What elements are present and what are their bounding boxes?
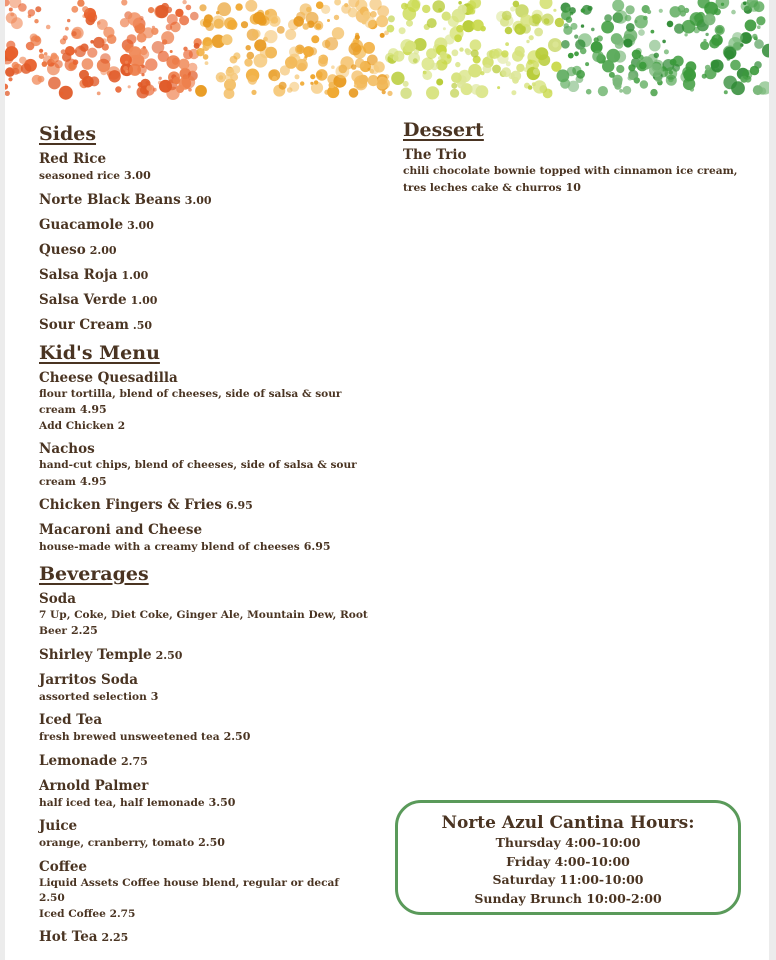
item-addon: Iced Coffee 2.75 [39, 907, 136, 920]
item-name: Red Rice [39, 151, 107, 167]
item-description: Liquid Assets Coffee house blend, regular or decaf 2.50 [39, 876, 339, 904]
menu-item [39, 646, 384, 665]
section-title-beverages: Beverages [39, 562, 149, 585]
menu-item [403, 146, 743, 196]
item-price: 2.50 [39, 892, 65, 904]
polka-dot-banner [5, 0, 769, 100]
menu-item [39, 150, 384, 185]
section-title-sides: Sides [39, 123, 97, 145]
menu-item [39, 316, 384, 335]
item-price: 4.95 [79, 403, 107, 416]
item-name: Guacamole 3.00 [39, 216, 154, 233]
menu-item [39, 241, 384, 260]
section-title-kids-menu: Kid's Menu [39, 341, 160, 364]
menu-item [39, 590, 384, 640]
item-name: Chicken Fingers & Fries 6.95 [39, 497, 253, 513]
menu-item [39, 711, 384, 746]
item-price: 6.95 [226, 499, 253, 512]
item-price: 3 [150, 689, 159, 703]
item-name: Juice [39, 818, 78, 834]
item-price: 2.50 [155, 648, 183, 662]
item-name: Macaroni and Cheese [39, 522, 203, 538]
item-description: 7 Up, Coke, Diet Coke, Ginger Ale, Mountain Dew, Root Beer 2.25 [39, 608, 368, 637]
item-name: Arnold Palmer [39, 777, 149, 794]
item-price: 2.50 [223, 730, 251, 743]
left-column [39, 122, 384, 953]
item-name: Iced Tea [39, 712, 103, 728]
item-description: hand-cut chips, blend of cheeses, side of salsa & sour cream 4.95 [39, 459, 357, 488]
item-price: 3.00 [127, 218, 154, 232]
item-name: Hot Tea 2.25 [39, 929, 129, 945]
menu-item [39, 521, 384, 556]
item-price: 3.00 [123, 169, 151, 182]
item-price: 6.95 [303, 540, 331, 553]
item-description: flour tortilla, blend of cheeses, side of salsa & sour cream 4.95 [39, 387, 342, 416]
item-description: chili chocolate bownie topped with cinnamon ice cream, tres leches cake & churros 10 [403, 165, 738, 194]
item-price: 3.50 [208, 795, 236, 809]
item-name: Queso 2.00 [39, 241, 117, 258]
page-edge-right [769, 0, 776, 960]
item-price: 2.50 [198, 836, 225, 849]
page-edge-left [0, 0, 5, 960]
item-price: 1.00 [130, 293, 158, 307]
item-price: 4.95 [79, 474, 107, 488]
section-title-dessert: Dessert [403, 119, 484, 141]
menu-item [39, 369, 384, 435]
item-price: 3.00 [184, 193, 212, 207]
item-name: Jarritos Soda [39, 671, 138, 688]
section-beverages [39, 562, 384, 948]
hours-friday: Friday 4:00-10:00 [506, 853, 630, 869]
item-name: Nachos [39, 441, 95, 457]
item-price: 1.00 [121, 268, 149, 282]
menu-item [39, 291, 384, 310]
item-name: Cheese Quesadilla [39, 369, 178, 386]
section-sides [39, 122, 384, 335]
item-description: house-made with a creamy blend of cheeses 6.95 [39, 540, 331, 553]
menu-item [39, 858, 384, 923]
menu-item [39, 216, 384, 235]
item-description: assorted selection 3 [39, 689, 159, 703]
menu-item [39, 440, 384, 490]
hours-thursday: Thursday 4:00-10:00 [495, 835, 641, 850]
item-price: 2.25 [101, 931, 129, 944]
item-name: Soda [39, 590, 76, 607]
menu-item [39, 496, 384, 515]
hours-box [395, 800, 741, 915]
menu-item [39, 817, 384, 852]
item-price: 2.00 [89, 243, 117, 257]
item-description: half iced tea, half lemonade 3.50 [39, 795, 236, 809]
hours-sunday: Sunday Brunch 10:00-2:00 [474, 890, 662, 906]
item-addon: Add Chicken 2 [39, 419, 126, 432]
right-column [403, 118, 743, 202]
hours-saturday: Saturday 11:00-10:00 [492, 872, 644, 887]
menu-item [39, 777, 384, 812]
item-name: Sour Cream .50 [39, 316, 152, 333]
hours-title: Norte Azul Cantina Hours: [441, 813, 695, 833]
section-dessert [403, 118, 743, 196]
item-name: Shirley Temple 2.50 [39, 646, 183, 663]
item-price: 10 [565, 180, 581, 194]
item-name: Salsa Roja 1.00 [39, 266, 149, 283]
menu-item [39, 191, 384, 210]
item-price: 2.75 [120, 754, 148, 768]
menu-item [39, 671, 384, 706]
item-description: orange, cranberry, tomato 2.50 [39, 836, 225, 849]
section-kids-menu [39, 341, 384, 556]
menu-item [39, 928, 384, 947]
item-name: Lemonade 2.75 [39, 752, 148, 769]
menu-item [39, 266, 384, 285]
item-price: .50 [132, 318, 152, 332]
item-description: seasoned rice 3.00 [39, 169, 151, 182]
item-description: fresh brewed unsweetened tea 2.50 [39, 730, 251, 743]
item-name: Coffee [39, 858, 88, 875]
menu-item [39, 752, 384, 771]
item-name: Norte Black Beans 3.00 [39, 191, 212, 208]
item-price: 2.25 [71, 624, 98, 637]
item-name: The Trio [403, 147, 467, 163]
item-name: Salsa Verde 1.00 [39, 291, 158, 308]
